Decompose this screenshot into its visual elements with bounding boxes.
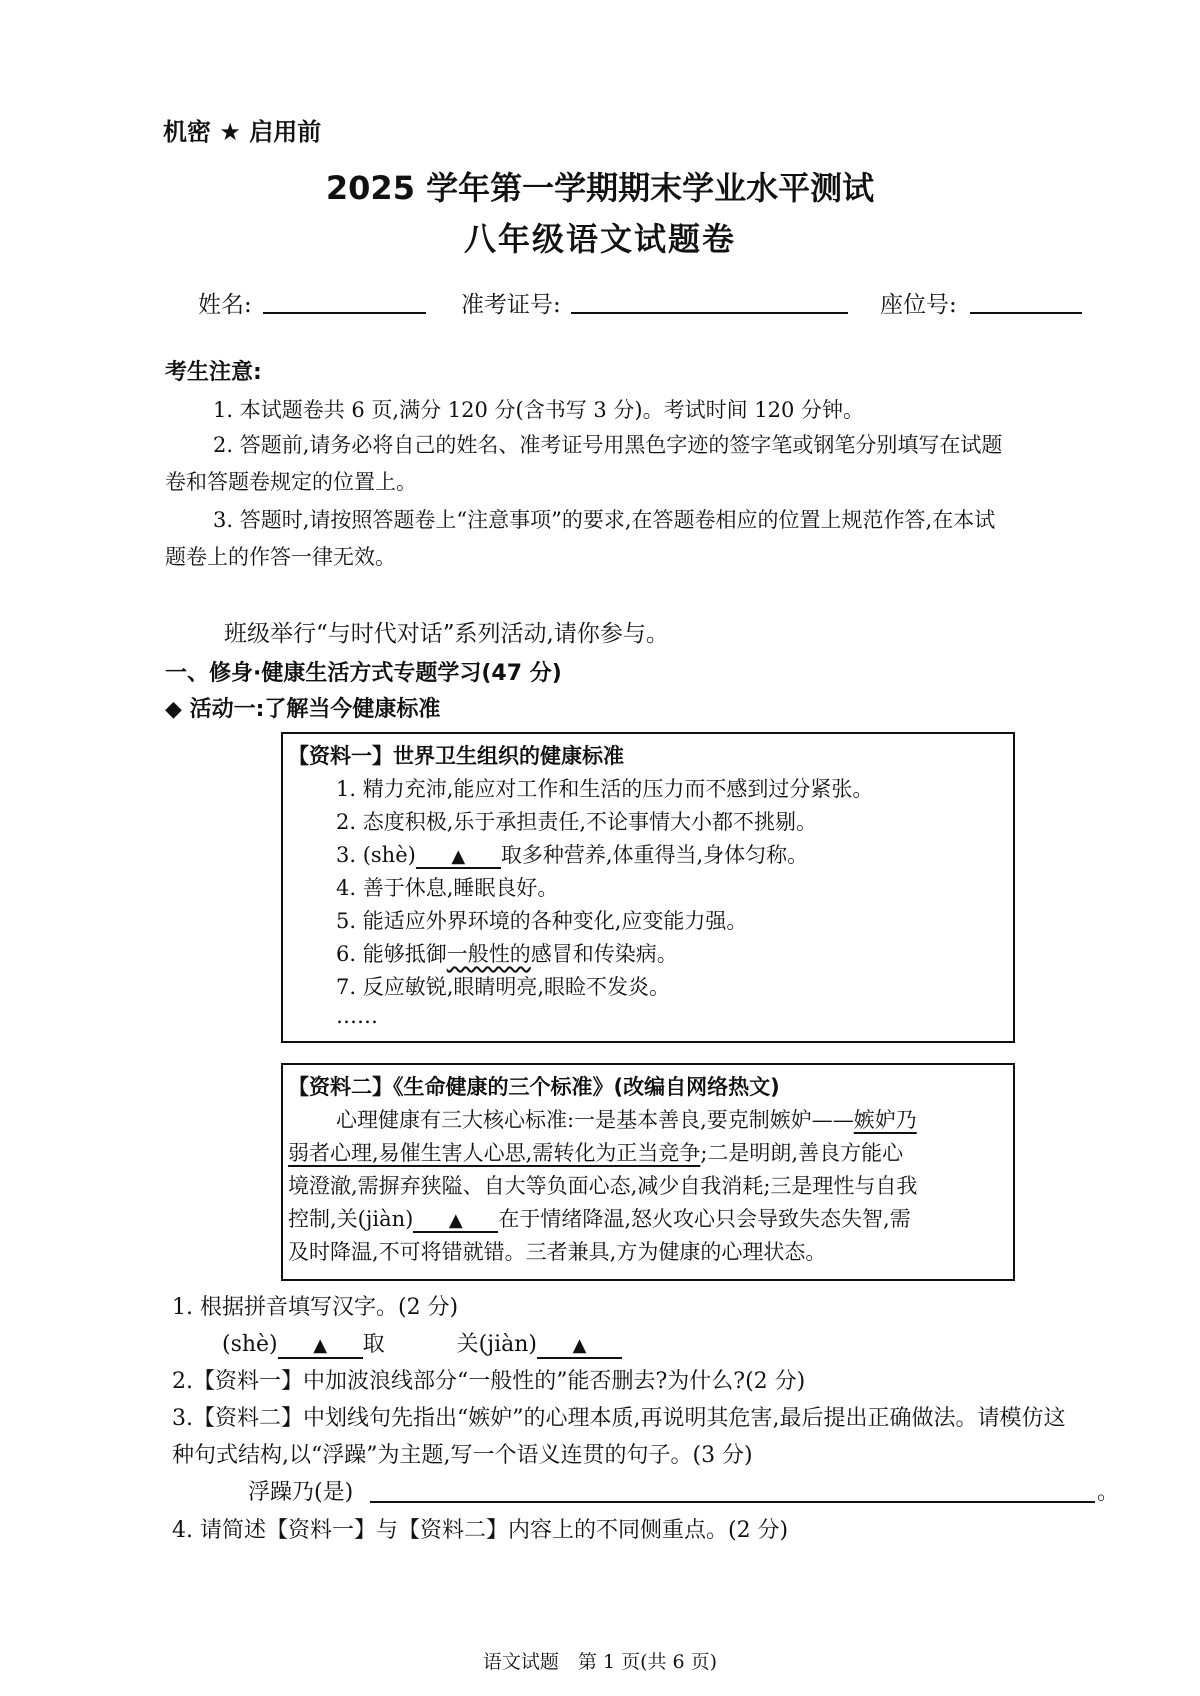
item-text: 感冒和传染病。 [530,942,678,966]
material-2-line [288,1203,911,1233]
pinyin-jian: 关(jiàn) [456,1332,537,1357]
blank-marker-icon: ▲ [448,1210,463,1231]
material-2-text: ;二是明朗,善良方能心 [700,1141,904,1165]
question-3-answer-line[interactable] [370,1501,1095,1503]
material-2-title: 【资料二】《生命健康的三个标准》(改编自网络热文) [288,1075,780,1099]
name-label: 姓名: [198,292,252,318]
question-3: 3.【资料二】中划线句先指出“嫉妒”的心理本质,再说明其危害,最后提出正确做法。请模仿这 [172,1406,1066,1431]
material-1-item: 2. 态度积极,乐于承担责任,不论事情大小都不挑剔。 [336,810,818,834]
name-field[interactable] [263,312,426,314]
answer-blank[interactable] [413,1207,498,1233]
wavy-underlined-text: 一般性的 [446,942,531,966]
answer-blank[interactable] [537,1332,622,1359]
material-1-title: 【资料一】世界卫生组织的健康标准 [288,744,624,768]
material-1-item [336,938,678,968]
material-1-ellipsis: …… [336,1004,378,1028]
notice-item-2-cont: 卷和答题卷规定的位置上。 [165,470,417,494]
confidential-label: 机密 ★ 启用前 [163,118,322,146]
notice-item-3-cont: 题卷上的作答一律无效。 [165,545,396,569]
material-2-line [288,1137,903,1167]
question-1: 1. 根据拼音填写汉字。(2 分) [172,1295,459,1320]
material-1-item: 4. 善于休息,睡眠良好。 [336,876,559,900]
material-1-item [336,839,808,869]
material-2-line: 境澄澈,需摒弃狭隘、自大等负面心态,减少自我消耗;三是理性与自我 [288,1174,918,1198]
underlined-sentence: 弱者心理,易催生害人心思,需转化为正当竞争 [288,1141,701,1165]
exam-id-field[interactable] [571,312,848,314]
pinyin-she: 3. (shè) [336,843,416,867]
material-2-text: 心理健康有三大核心标准:一是基本善良,要克制嫉妒—— [336,1108,854,1132]
seat-label: 座位号: [880,292,957,318]
activity-title: ◆ 活动一:了解当今健康标准 [165,697,441,722]
material-1-item: 5. 能适应外界环境的各种变化,应变能力强。 [336,909,748,933]
notice-heading: 考生注意: [165,360,262,385]
question-2: 2.【资料一】中加波浪线部分“一般性的”能否删去?为什么?(2 分) [172,1369,806,1394]
blank-marker-icon: ▲ [572,1335,587,1356]
question-4: 4. 请简述【资料一】与【资料二】内容上的不同侧重点。(2 分) [172,1518,789,1543]
question-1-blanks [222,1327,622,1359]
material-2-line: 及时降温,不可将错就错。三者兼具,方为健康的心理状态。 [288,1240,827,1264]
intro-text: 班级举行“与时代对话”系列活动,请你参与。 [224,621,669,647]
blank-marker-icon: ▲ [451,846,466,867]
item-text: 取多种营养,体重得当,身体匀称。 [500,843,809,867]
item-text: 6. 能够抵御 [336,942,447,966]
material-1-item: 1. 精力充沛,能应对工作和生活的压力而不感到过分紧张。 [336,777,874,801]
answer-blank[interactable] [278,1332,363,1359]
question-3-period: 。 [1097,1480,1120,1505]
exam-id-label: 准考证号: [461,292,561,318]
pinyin-jian: 控制,关(jiàn) [288,1207,414,1231]
section-title: 一、修身·健康生活方式专题学习(47 分) [165,661,562,686]
page-footer: 语文试题 第 1 页(共 6 页) [482,1651,718,1673]
question-3-answer-prefix: 浮躁乃(是) [248,1480,354,1505]
blank-marker-icon: ▲ [313,1335,328,1356]
seat-field[interactable] [970,312,1082,314]
notice-item-2: 2. 答题前,请务必将自己的姓名、准考证号用黑色字迹的签字笔或钢笔分别填写在试题 [213,433,1003,457]
exam-title: 2025 学年第一学期期末学业水平测试 [325,169,875,207]
notice-item-3: 3. 答题时,请按照答题卷上“注意事项”的要求,在答题卷相应的位置上规范作答,在本试 [213,508,996,532]
material-2-text: 在于情绪降温,怒火攻心只会导致失态失智,需 [498,1207,911,1231]
material-1-item: 7. 反应敏锐,眼睛明亮,眼睑不发炎。 [336,975,671,999]
underlined-sentence: 嫉妒乃 [853,1108,917,1132]
material-2-line [336,1104,917,1134]
answer-blank[interactable] [416,843,501,869]
exam-subtitle: 八年级语文试题卷 [463,220,736,258]
pinyin-she: (shè) [222,1332,278,1357]
notice-item-1: 1. 本试题卷共 6 页,满分 120 分(含书写 3 分)。考试时间 120 分钟。 [213,398,865,422]
char-qu: 取 [362,1332,385,1357]
question-3-cont: 种句式结构,以“浮躁”为主题,写一个语义连贯的句子。(3 分) [172,1443,753,1468]
